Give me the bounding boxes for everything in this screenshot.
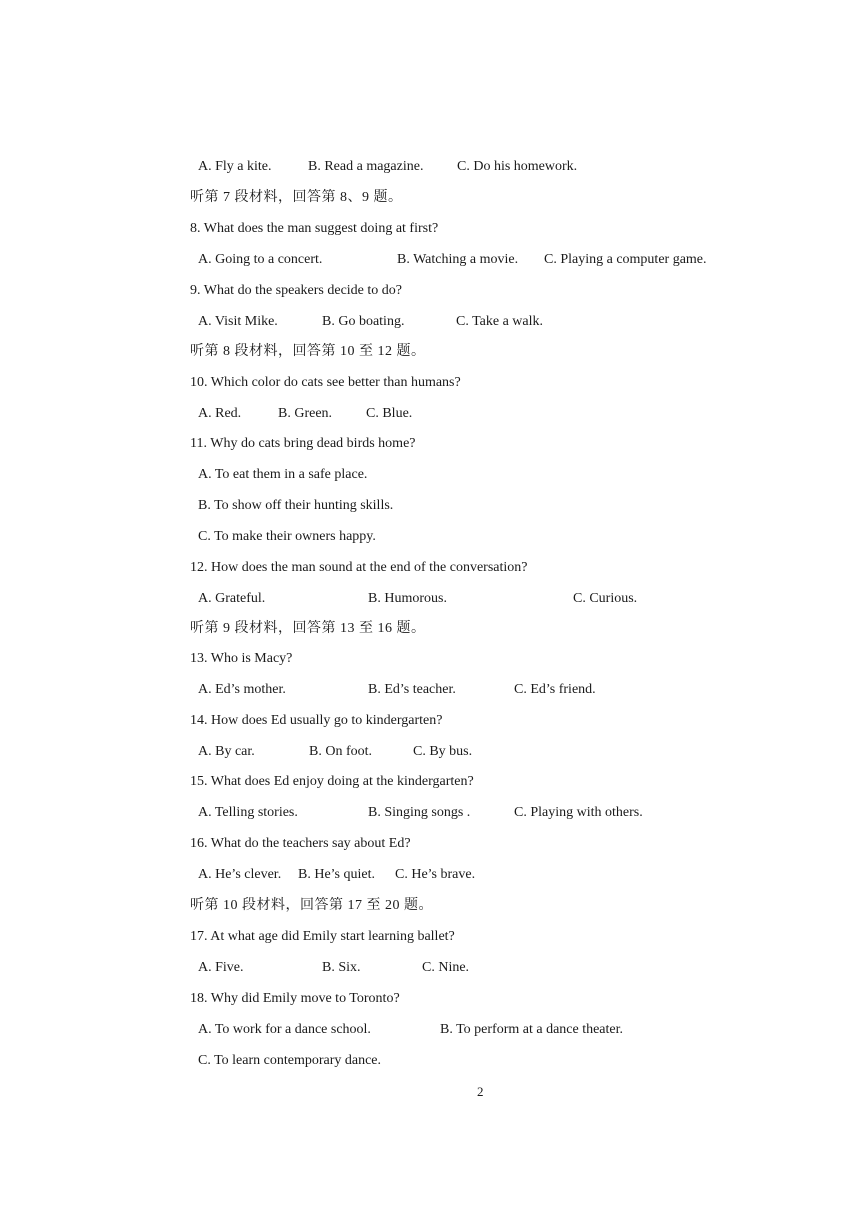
option-text: A. Telling stories.	[198, 805, 298, 820]
question-text: 8. What does the man suggest doing at first?	[190, 221, 439, 236]
option-text: C. Blue.	[366, 406, 413, 421]
question-text: 17. At what age did Emily start learning ballet?	[190, 929, 455, 944]
option-text: A. By car.	[198, 744, 255, 759]
option-text: C. Ed’s friend.	[514, 682, 596, 697]
option-text: A. Five.	[198, 960, 244, 975]
option-text: B. He’s quiet.	[298, 867, 375, 882]
option-text: A. Visit Mike.	[198, 314, 278, 329]
option-text: B. To perform at a dance theater.	[440, 1022, 624, 1037]
option-text: A. To eat them in a safe place.	[198, 467, 368, 482]
question-text: 18. Why did Emily move to Toronto?	[190, 991, 400, 1006]
option-text: B. Ed’s teacher.	[368, 682, 456, 697]
option-text: C. Nine.	[422, 960, 470, 975]
option-text: B. Green.	[278, 406, 333, 421]
question-text: 16. What do the teachers say about Ed?	[190, 836, 411, 851]
option-text: C. Take a walk.	[456, 314, 544, 329]
option-text: A. Going to a concert.	[198, 252, 323, 267]
option-text: C. By bus.	[413, 744, 473, 759]
option-text: A. Red.	[198, 406, 242, 421]
option-text: A. Ed’s mother.	[198, 682, 286, 697]
option-text: B. Singing songs .	[368, 805, 471, 820]
option-text: B. Six.	[322, 960, 361, 975]
option-text: C. To learn contemporary dance.	[198, 1053, 382, 1068]
section-heading: 听第 8 段材料，回答第 10 至 12 题。	[190, 344, 426, 359]
question-text: 15. What does Ed enjoy doing at the kindergarten?	[190, 774, 474, 789]
option-text: A. Grateful.	[198, 591, 266, 606]
option-text: B. Read a magazine.	[308, 159, 424, 174]
question-text: 14. How does Ed usually go to kindergarten?	[190, 713, 443, 728]
option-text: C. He’s brave.	[395, 867, 476, 882]
section-heading: 听第 10 段材料，回答第 17 至 20 题。	[190, 898, 433, 913]
option-text: C. Curious.	[573, 591, 638, 606]
section-heading: 听第 9 段材料，回答第 13 至 16 题。	[190, 621, 426, 636]
option-text: A. To work for a dance school.	[198, 1022, 371, 1037]
question-text: 10. Which color do cats see better than humans?	[190, 375, 461, 390]
option-text: C. Playing with others.	[514, 805, 643, 820]
option-text: C. To make their owners happy.	[198, 529, 376, 544]
question-text: 9. What do the speakers decide to do?	[190, 283, 403, 298]
option-text: B. Go boating.	[322, 314, 405, 329]
section-heading: 听第 7 段材料，回答第 8、9 题。	[190, 190, 403, 205]
option-text: A. Fly a kite.	[198, 159, 272, 174]
option-text: C. Playing a computer game.	[544, 252, 707, 267]
question-text: 12. How does the man sound at the end of the conversation?	[190, 560, 528, 575]
option-text: C. Do his homework.	[457, 159, 578, 174]
question-text: 13. Who is Macy?	[190, 651, 293, 666]
option-text: B. Watching a movie.	[397, 252, 519, 267]
option-text: B. On foot.	[309, 744, 372, 759]
option-text: B. To show off their hunting skills.	[198, 498, 394, 513]
question-text: 11. Why do cats bring dead birds home?	[190, 436, 416, 451]
option-text: B. Humorous.	[368, 591, 447, 606]
option-text: A. He’s clever.	[198, 867, 282, 882]
page-number: 2	[477, 1084, 484, 1099]
